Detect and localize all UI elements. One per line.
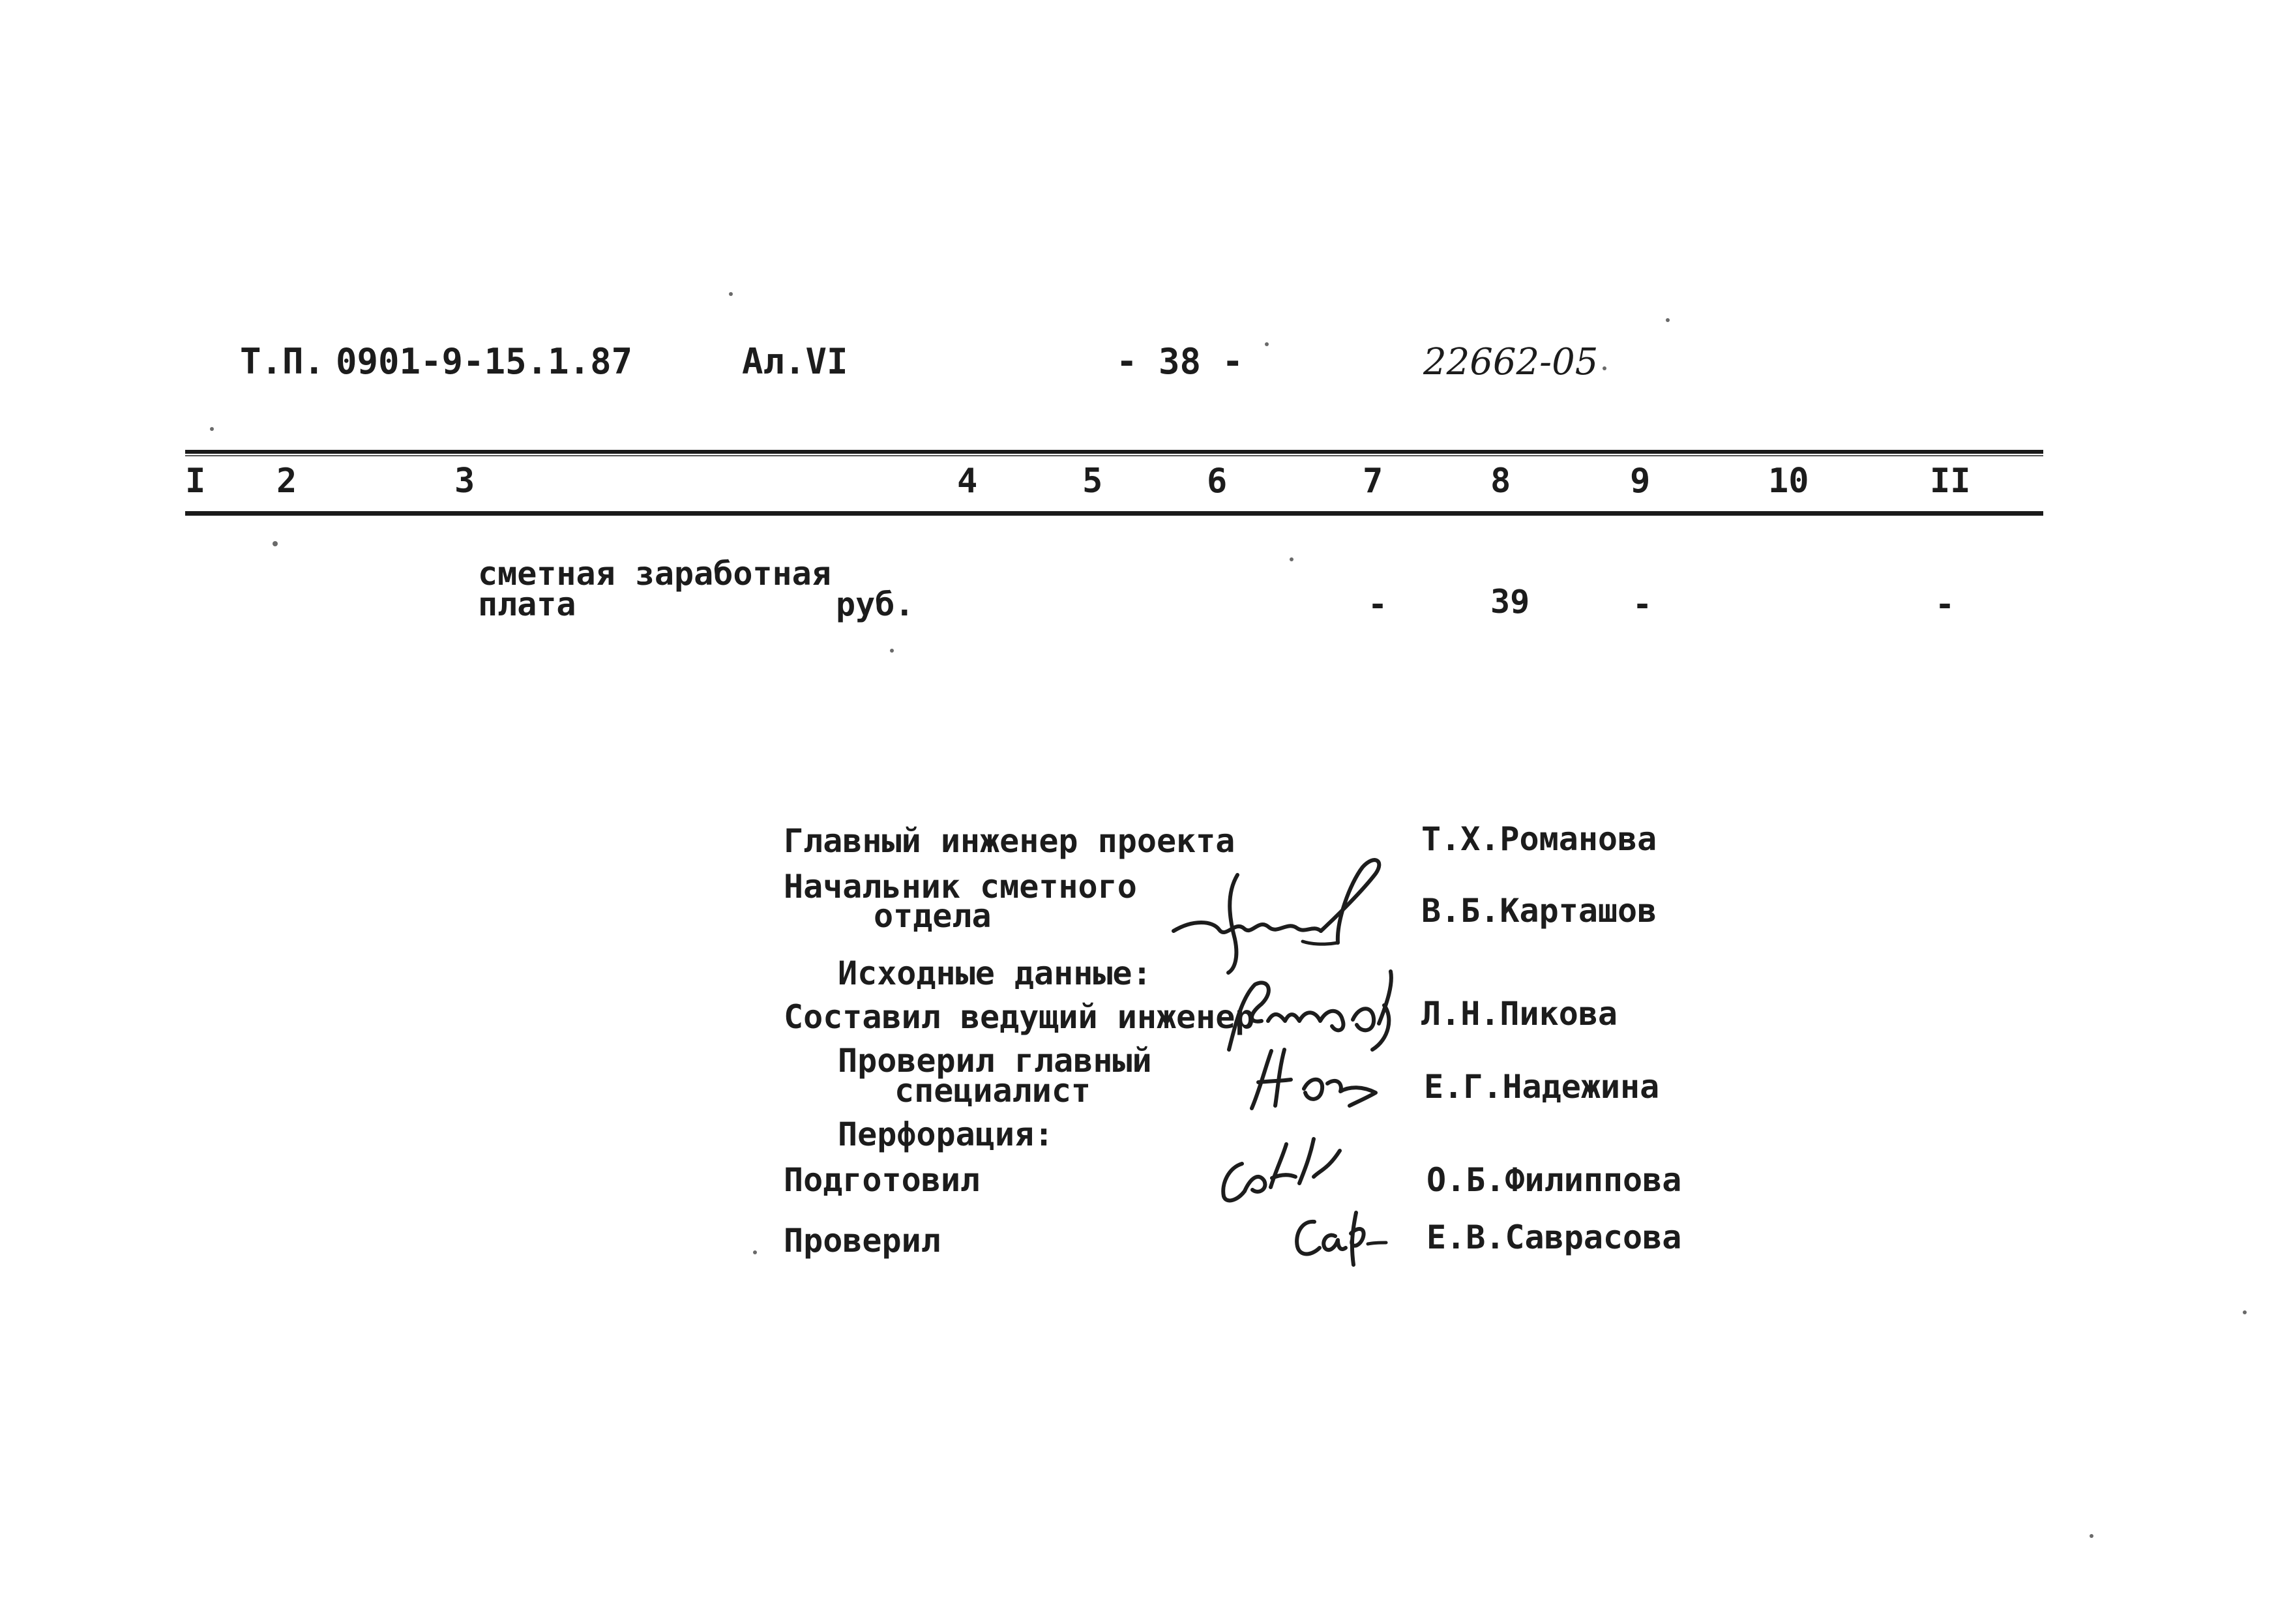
col-number-11: II xyxy=(1930,462,1971,501)
col-number-10: 10 xyxy=(1768,462,1809,501)
row-name-line1: сметная заработная xyxy=(478,555,831,593)
source-data-heading: Исходные данные: xyxy=(838,954,1152,992)
col-number-2: 2 xyxy=(276,462,297,501)
scan-speck xyxy=(1290,557,1293,561)
album-label: Ал.VI xyxy=(742,341,848,382)
estimate-head-title-line1: Начальник сметного xyxy=(784,868,1137,906)
row-unit: руб. xyxy=(836,585,915,623)
chief-engineer-name: Т.Х.Романова xyxy=(1421,820,1657,858)
page-number: - 38 - xyxy=(1116,341,1244,382)
tp-code: 0901-9-15.1.87 xyxy=(336,341,633,382)
scan-speck xyxy=(1265,342,1269,346)
checked-title-line2: специалист xyxy=(894,1072,1091,1110)
scan-speck xyxy=(729,292,733,296)
scan-speck xyxy=(2243,1310,2247,1314)
scan-speck xyxy=(1603,366,1606,370)
handwritten-signature-filippova xyxy=(1216,1131,1346,1209)
table-top-rule-thin xyxy=(185,455,2043,456)
col-number-9: 9 xyxy=(1630,462,1651,501)
doc-number: 22662-05 xyxy=(1423,341,1599,383)
chief-engineer-title: Главный инженер проекта xyxy=(784,822,1235,860)
checked-name: Е.Г.Надежина xyxy=(1424,1068,1660,1106)
col-number-7: 7 xyxy=(1363,462,1383,501)
compiled-title: Составил ведущий инженер xyxy=(784,998,1255,1036)
col-number-1: I xyxy=(185,462,206,501)
checked-title-line1: Проверил главный xyxy=(838,1042,1152,1080)
handwritten-initials-savrasova xyxy=(1291,1206,1389,1268)
col-number-5: 5 xyxy=(1082,462,1103,501)
verified-name: Е.В.Саврасова xyxy=(1426,1218,1682,1256)
verified-title: Проверил xyxy=(784,1222,941,1260)
scan-speck xyxy=(2090,1534,2093,1538)
scan-speck xyxy=(890,649,894,653)
scan-speck xyxy=(273,541,278,546)
handwritten-signature-nadezhina xyxy=(1245,1043,1389,1115)
row-col8: 39 xyxy=(1490,583,1530,621)
scan-speck xyxy=(1666,318,1670,322)
row-col7: - xyxy=(1368,585,1388,623)
compiled-name: Л.Н.Пикова xyxy=(1421,995,1618,1033)
scan-speck xyxy=(753,1250,757,1254)
col-number-3: 3 xyxy=(454,462,475,501)
scan-speck xyxy=(210,427,214,431)
handwritten-signature-pikova xyxy=(1222,958,1418,1056)
table-bottom-rule xyxy=(185,511,2043,516)
prepared-name: О.Б.Филиппова xyxy=(1426,1161,1682,1199)
col-number-4: 4 xyxy=(957,462,978,501)
col-number-8: 8 xyxy=(1490,462,1511,501)
estimate-head-name: В.Б.Карташов xyxy=(1421,892,1657,930)
prepared-title: Подготовил xyxy=(784,1161,981,1199)
row-col11: - xyxy=(1935,585,1955,623)
table-top-rule xyxy=(185,450,2043,454)
perforation-heading: Перфорация: xyxy=(838,1115,1054,1153)
row-col9: - xyxy=(1633,585,1653,623)
row-name-line2: плата xyxy=(478,585,576,623)
tp-label: Т.П. xyxy=(240,341,325,382)
estimate-head-title-line2: отдела xyxy=(874,897,992,935)
col-number-6: 6 xyxy=(1207,462,1228,501)
